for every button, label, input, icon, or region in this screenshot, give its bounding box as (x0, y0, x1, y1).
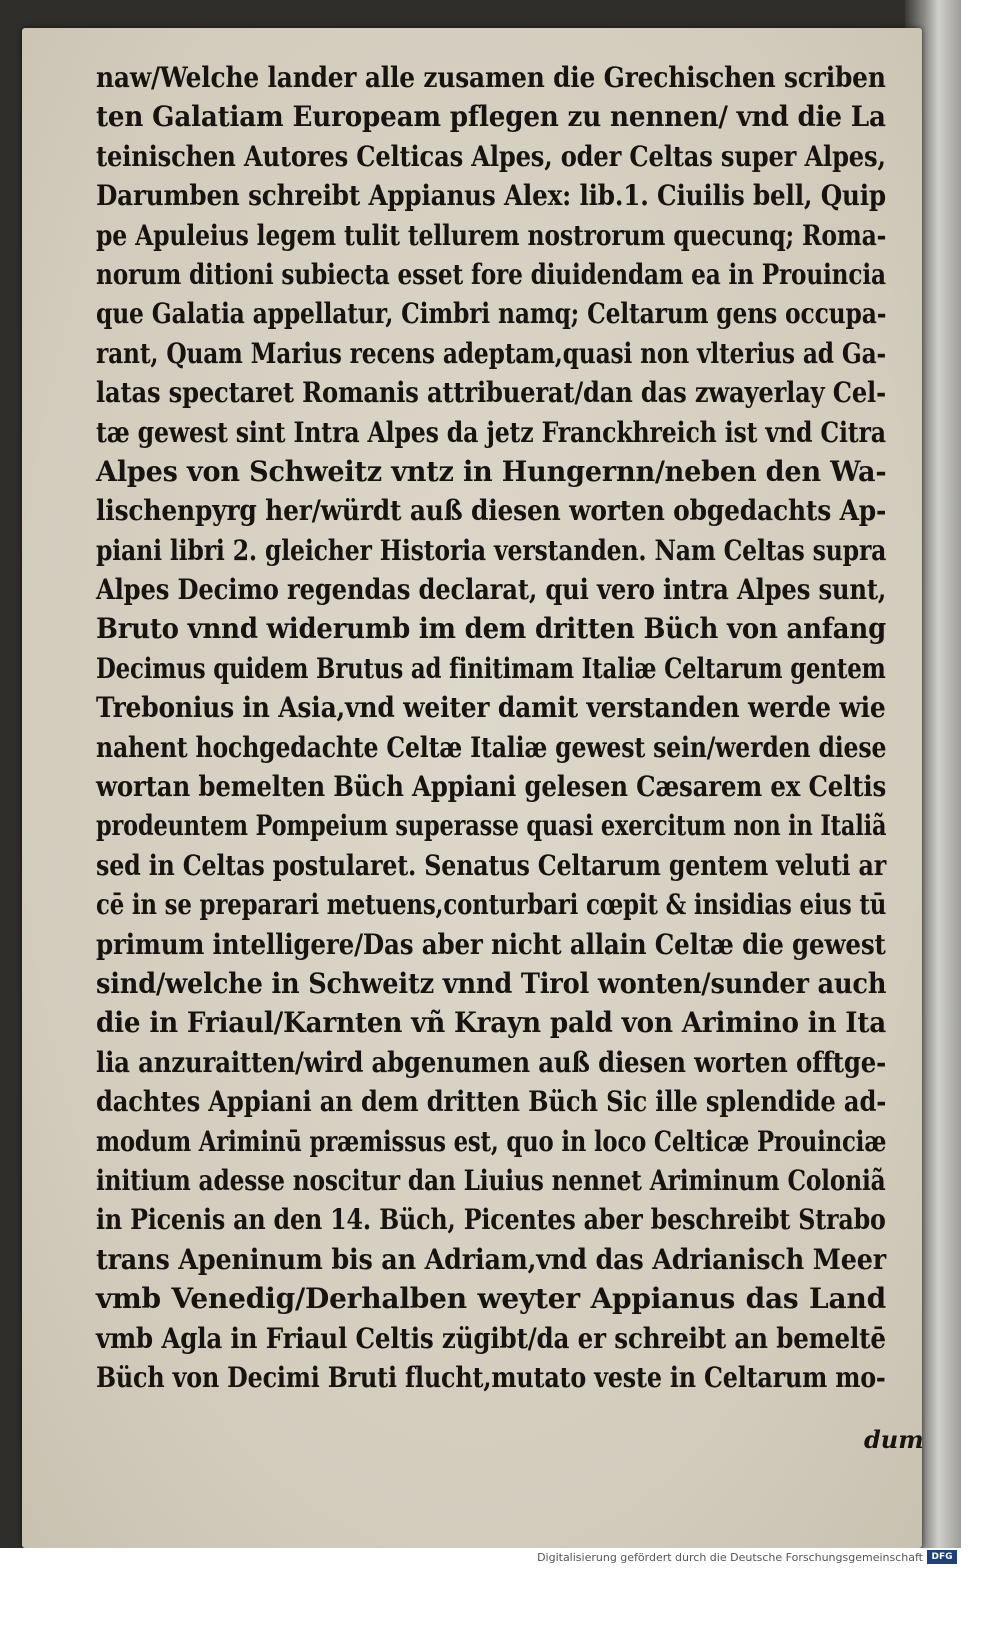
text-line: norum ditioni subiecta esset fore diuidendam ea in Prouincia (96, 257, 886, 291)
text-line: prodeuntem Pompeium superasse quasi exercitum non in Italiã (96, 809, 887, 843)
text-line: latas spectaret Romanis attribuerat/dan das zwayerlay Cel- (96, 376, 886, 410)
text-line: initium adesse noscitur dan Liuius nennet Ariminum Coloniã (96, 1163, 886, 1197)
footer-bar (0, 1548, 961, 1568)
page-text (96, 58, 926, 1397)
text-line: wortan bemelten Büch Appiani gelesen Cæsarem ex Celtis (96, 770, 887, 804)
text-line: sind/welche in Schweitz vnnd Tirol wonten/sunder auch (96, 966, 887, 1000)
catchword: dum (864, 1425, 924, 1454)
text-line: ten Galatiam Europeam pflegen zu nennen/ vnd die La (96, 100, 886, 134)
text-line: dachtes Appiani an dem dritten Büch Sic ille splendide ad- (96, 1085, 887, 1119)
text-line: naw/Welche lander alle zusamen die Grechischen scriben (96, 61, 886, 94)
text-line: die in Friaul/Karnten vñ Krayn pald von Arimino in Ita (96, 1006, 887, 1040)
text-line: rant, Quam Marius recens adeptam,quasi non vlterius ad Ga- (96, 336, 887, 370)
text-line: Bruto vnnd widerumb im dem dritten Büch von anfang (96, 612, 887, 646)
funding-credit: Digitalisierung gefördert durch die Deutsche Forschungsgemeinschaft (537, 1551, 923, 1564)
text-line: Alpes von Schweitz vntz in Hungernn/neben den Wa- (96, 454, 887, 488)
text-line: trans Apeninum bis an Adriam,vnd das Adrianisch Meer (96, 1242, 886, 1276)
text-line: pe Apuleius legem tulit tellurem nostrorum quecunq; Roma- (96, 218, 887, 252)
text-line: Alpes Decimo regendas declarat, qui vero intra Alpes sunt, (96, 573, 887, 607)
dfg-logo-icon: DFG (927, 1550, 957, 1564)
text-line: primum intelligere/Das aber nicht allain Celtæ die gewest (96, 927, 886, 961)
text-line: modum Ariminū præmissus est, quo in loco Celticæ Prouinciæ (96, 1124, 887, 1158)
text-line: sed in Celtas postularet. Senatus Celtarum gentem veluti ar (96, 848, 887, 882)
text-line: lia anzuraitten/wird abgenumen auß diesen worten offtge- (96, 1045, 887, 1079)
text-line: teinischen Autores Celticas Alpes, oder Celtas super Alpes, (96, 139, 886, 173)
text-line: vmb Venedig/Derhalben weyter Appianus das Land (96, 1282, 886, 1316)
text-line: Büch von Decimi Bruti flucht,mutato veste in Celtarum mo- (96, 1360, 886, 1394)
text-line: Trebonius in Asia,vnd weiter damit verstanden werde wie (96, 691, 886, 725)
text-line: lischenpyrg her/würdt auß diesen worten obgedachts Ap- (96, 494, 887, 528)
text-line: Darumben schreibt Appianus Alex: lib.1. Ciuilis bell, Quip (96, 179, 886, 213)
text-line: piani libri 2. gleicher Historia verstanden. Nam Celtas supra (96, 533, 887, 567)
text-line: nahent hochgedachte Celtæ Italiæ gewest sein/werden diese (96, 730, 887, 764)
text-line: in Picenis an den 14. Büch, Picentes aber beschreibt Strabo (96, 1203, 886, 1237)
text-line: Decimus quidem Brutus ad finitimam Italiæ Celtarum gentem (96, 651, 886, 685)
text-line: cē in se preparari metuens,conturbari cœpit & insidias eius tū (96, 888, 887, 922)
text-line: que Galatia appellatur, Cimbri namq; Celtarum gens occupa- (96, 297, 887, 331)
text-line: vmb Agla in Friaul Celtis zügibt/da er schreibt an bemeltē (96, 1321, 886, 1355)
text-line: tæ gewest sint Intra Alpes da jetz Franckhreich ist vnd Citra (96, 415, 886, 449)
